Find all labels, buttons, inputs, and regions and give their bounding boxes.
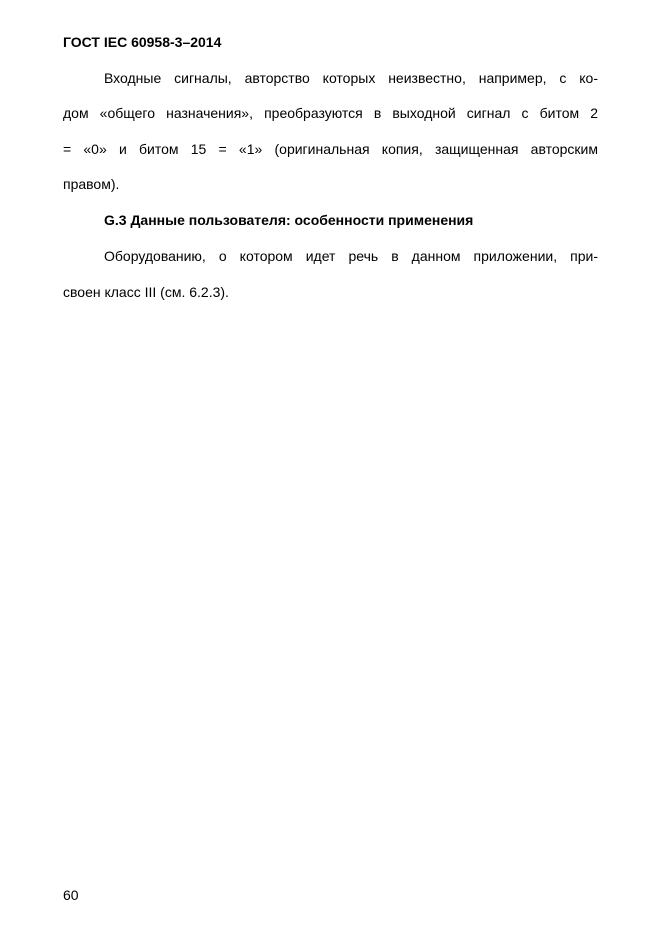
paragraph-line: правом). bbox=[63, 176, 120, 192]
page-number: 60 bbox=[63, 887, 79, 903]
paragraph-line: Входные сигналы, авторство которых неизвестно, например, с ко- bbox=[104, 70, 598, 86]
section-heading: G.3 Данные пользователя: особенности применения bbox=[104, 212, 474, 228]
paragraph-line: Оборудованию, о котором идет речь в данном приложении, при- bbox=[104, 248, 598, 264]
paragraph-line: дом «общего назначения», преобразуются в выходной сигнал с битом 2 bbox=[63, 105, 598, 121]
document-header: ГОСТ IEC 60958-3–2014 bbox=[63, 34, 222, 50]
paragraph-line: своен класс III (см. 6.2.3). bbox=[63, 284, 229, 300]
paragraph-line: = «0» и битом 15 = «1» (оригинальная копия, защищенная авторским bbox=[63, 141, 598, 157]
